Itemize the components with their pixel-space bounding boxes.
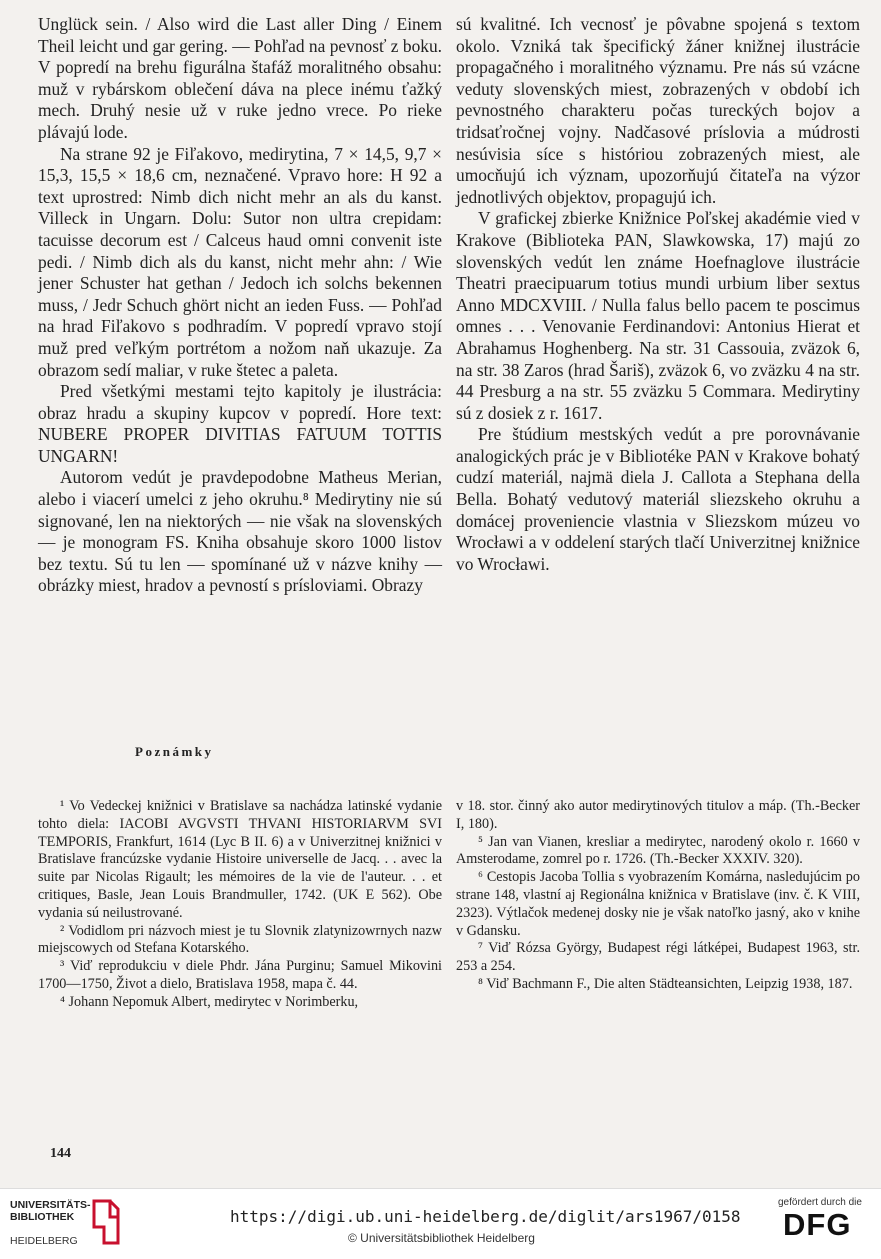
footnote: ⁷ Viď Rózsa György, Budapest régi látképei, Budapest 1963, str. 253 a 254. (456, 940, 860, 975)
page-number: 144 (50, 1146, 71, 1161)
left-text-column (38, 14, 442, 597)
viewer-footer (0, 1188, 881, 1259)
footnote: ¹ Vo Vedeckej knižnici v Bratislave sa nachádza latinské vydanie tohto diela: IACOBI AVGVSTI THVANI HISTORIARVM SVI TEMPORIS, Frankfurt, 1614 (Lyc B II. 6) a v Univerzitnej knižnici v Bratislave francúzske vydanie Histoire universelle de Jacq. . . avec la suite par Nicolas Rigault; les mémoires de la vie de l'auteur. . . et critiques, Basle, Jean Louis Brandmuller, 1742. (UK E 562). Obe vydania sú neilustrované. (38, 798, 442, 921)
library-name: UNIVERSITÄTS- BIBLIOTHEK (10, 1199, 91, 1223)
footnote: ⁶ Cestopis Jacoba Tollia s vyobrazením Komárna, nasledujúcim po strane 148, vlastní aj Regionálna knižnica v Bratislave (inv. č. K VIII, 2323). Výtlačok medenej dosky nie je však natoľko jasný, ako v knihe v Gdansku. (456, 869, 860, 939)
paragraph: Na strane 92 je Fiľakovo, medirytina, 7 × 14,5, 9,7 × 15,3, 15,5 × 18,6 cm, neznačené. Vpravo hore: H 92 a text uprostred: Nimb dich nicht mehr an als du kanst. Villeck in Ungarn. Dolu: Sutor non ultra crepidam: tacuisse decorum est / Calceus haud omni convenit iste pedi. / Nimb dich als du kanst, nicht mehr ahn: / Wie jener Schuster hat gethan / Jedoch ich solchs bekennen muss, / Jedr Schuch ghört nicht an ieden Fuss. — Pohľad na hrad Fiľakovo s podhradím. V popredí vpravo stojí muž pred veľkým portrétom a nožom naň ukazuje. Za obrazom sedí maliar, v ruke štetec a paleta. (38, 143, 442, 380)
paragraph: V grafickej zbierke Knižnice Poľskej akadémie vied v Krakove (Biblioteka PAN, Slawkowska, 17) majú zo slovenských vedút len známe Hoefnaglove ilustrácie Theatri praecipuarum totius mundi urbium liber sextus Anno MDCXVIII. / Nulla falus bello pacem te poscimus omnes . . . Venovanie Ferdinandovi: Antonius Hierat et Abrahamus Hoghenberg. Na str. 31 Cassouia, zväzok 6, na str. 38 Zaros (hrad Šariš), zväzok 6, vo zväzku 4 na str. 44 Presburg a na str. 55 zväzku 5 Commara. Medirytiny sú z dosiek z r. 1617. (456, 208, 860, 423)
right-text-column (456, 14, 860, 575)
paragraph: Pre štúdium mestských vedút a pre porovnávanie analogických prác je v Bibliotéke PAN v Krakove bohatý cudzí materiál, najmä diela J. Callota a Stephana della Bella. Bohatý vedutový materiál sliezskeho okruhu a domácej proveniencie vlastnia v Sliezskom múzeu vo Wrocławi a v oddelení starých tlačí Univerzitnej knižnice vo Wrocławi. (456, 424, 860, 574)
paragraph: Autorom vedút je pravdepodobne Matheus Merian, alebo i viacerí umelci z jeho okruhu.⁸ Medirytiny nie sú signované, len na niektorých — nie však na slovenských — je monogram FS. Kniha obsahuje skoro 1000 listov bez textu. Sú tu len — spomínané už v názve knihy — obrázky miest, hradov a pevností s prísloviami. Obrazy (38, 467, 442, 596)
footnote: v 18. stor. činný ako autor medirytinových titulov a máp. (Th.-Becker I, 180). (456, 798, 860, 832)
footnote: ³ Viď reprodukciu v diele Phdr. Jána Purginu; Samuel Mikovini 1700—1750, Život a dielo, Bratislava 1958, mapa č. 44. (38, 958, 442, 992)
permalink-url[interactable]: https://digi.ub.uni-heidelberg.de/diglit/ars1967/0158 (230, 1207, 741, 1226)
paragraph: sú kvalitné. Ich vecnosť je pôvabne spojená s textom okolo. Vzniká tak špecifický žáner knižnej ilustrácie propagačného i moralitného významu. Pre nás sú vzácne veduty slovenských miest, zobrazených v období ich pevnostného charakteru počas tureckých bojov a tridsaťročnej vojny. Nadčasové príslovia a múdrosti nesúvisia síce s históriou zobrazených miest, ale umocňujú ich význam, upozorňujú čitateľa na výzor jednotlivých objektov, propagujú ich. (456, 14, 860, 207)
footnote: ⁸ Viď Bachmann F., Die alten Städteansichten, Leipzig 1938, 187. (478, 975, 853, 992)
paragraph: Unglück sein. / Also wird die Last aller Ding / Einem Theil leicht und gar gering. — Pohľad na pevnosť z boku. V popredí na brehu figurálna štafáž moralitného obsahu: muž v rybárskom oblečení dáva na plece inému ťažký mech. Druhý nesie už v ruke jedno vrece. Po rieke plávajú lode. (38, 14, 442, 142)
funded-by-text: gefördert durch die (778, 1197, 862, 1208)
library-city: HEIDELBERG (10, 1235, 78, 1247)
ub-heidelberg-logo-icon (88, 1197, 122, 1252)
footnotes-right (456, 798, 860, 994)
footnote: ⁴ Johann Nepomuk Albert, medirytec v Norimberku, (60, 993, 359, 1010)
copyright-text: © Universitätsbibliothek Heidelberg (348, 1231, 535, 1245)
dfg-logo: DFG (783, 1207, 852, 1242)
notes-heading: Poznámky (135, 744, 214, 759)
footnote: ² Vodidlom pri názvoch miest je tu Slovnik zlatynizowrnych nazw miejscowych od Stefana Kotarského. (38, 922, 442, 957)
footnote: ⁵ Jan van Vianen, kresliar a medirytec, narodený okolo r. 1660 v Amsterodame, zomrel po r. 1726. (Th.-Becker XXXIV. 320). (456, 833, 860, 868)
paragraph: Pred všetkými mestami tejto kapitoly je ilustrácia: obraz hradu a skupiny kupcov v popredí. Hore text: NUBERE PROPER DIVITIAS FATUUM TOTTIS UNGARN! (38, 381, 442, 466)
footnotes-left (38, 798, 442, 1012)
